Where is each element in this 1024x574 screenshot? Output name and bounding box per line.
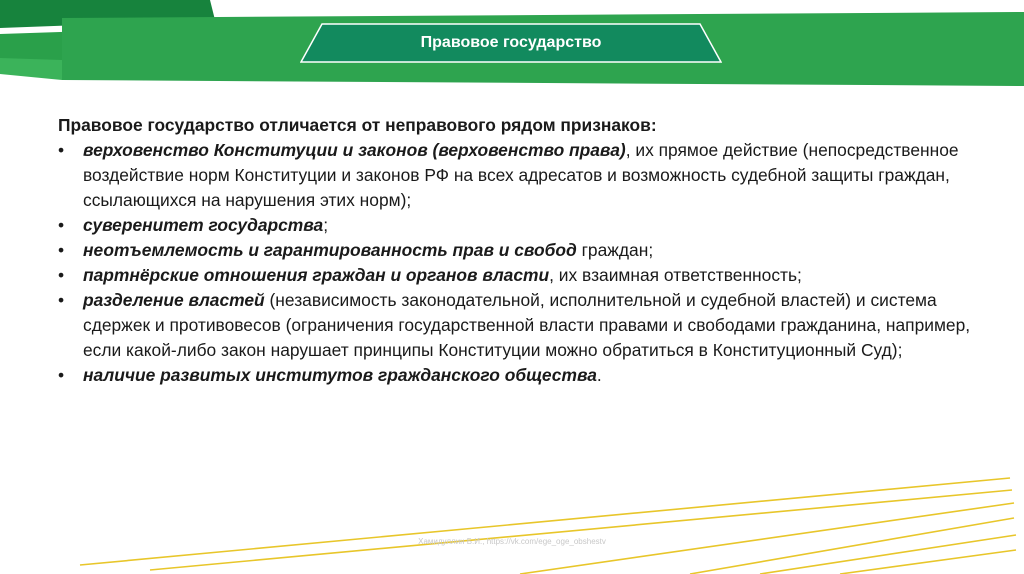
list-item [58, 238, 988, 263]
list-item [58, 363, 988, 388]
slide-title-badge [300, 23, 722, 63]
slide-title: Правовое государство [420, 34, 602, 51]
item-emphasis: неотъемлемость и гарантированность прав и свобод [83, 240, 577, 260]
bullet-icon: • [58, 140, 65, 160]
bullet-icon: • [58, 240, 65, 260]
item-text: , их прямое действие (непосредственное воздействие норм Конституции и законов РФ на всех адресатов и возможность судебной защиты граждан, ссылающихся на нарушения этих норм); [83, 140, 959, 210]
bullet-icon: • [58, 265, 65, 285]
bullet-icon: • [58, 215, 65, 235]
item-emphasis: разделение властей [83, 290, 265, 310]
slide-body [58, 113, 988, 388]
intro-text: Правовое государство отличается от неправового рядом признаков: [58, 115, 657, 135]
item-text: , их взаимная ответственность; [549, 265, 802, 285]
list-item [58, 288, 988, 363]
item-text: . [596, 365, 602, 385]
bullet-icon: • [58, 365, 65, 385]
item-text: ; [323, 215, 329, 235]
criteria-list [58, 138, 988, 388]
bullet-icon: • [58, 290, 65, 310]
item-text: (независимость законодательной, исполнительной и судебной властей) и система сдержек и противовесов (ограничения государственной власти правами и свободами гражданина, например, если какой-либо закон нарушает принципы Конституции можно обратиться в Конституционный Суд); [83, 290, 971, 360]
list-item [58, 213, 988, 238]
list-item [58, 263, 988, 288]
item-emphasis: суверенитет государства [83, 215, 324, 235]
footer-credit: Хамидуллин Б.И., https://vk.com/ege_oge_obshestv [418, 537, 606, 546]
item-emphasis: партнёрские отношения граждан и органов власти [83, 265, 550, 285]
item-emphasis: верховенство Конституции и законов (верховенство права) [83, 140, 626, 160]
list-item [58, 138, 988, 213]
item-text: граждан; [576, 240, 654, 260]
item-emphasis: наличие развитых институтов гражданского общества [83, 365, 597, 385]
